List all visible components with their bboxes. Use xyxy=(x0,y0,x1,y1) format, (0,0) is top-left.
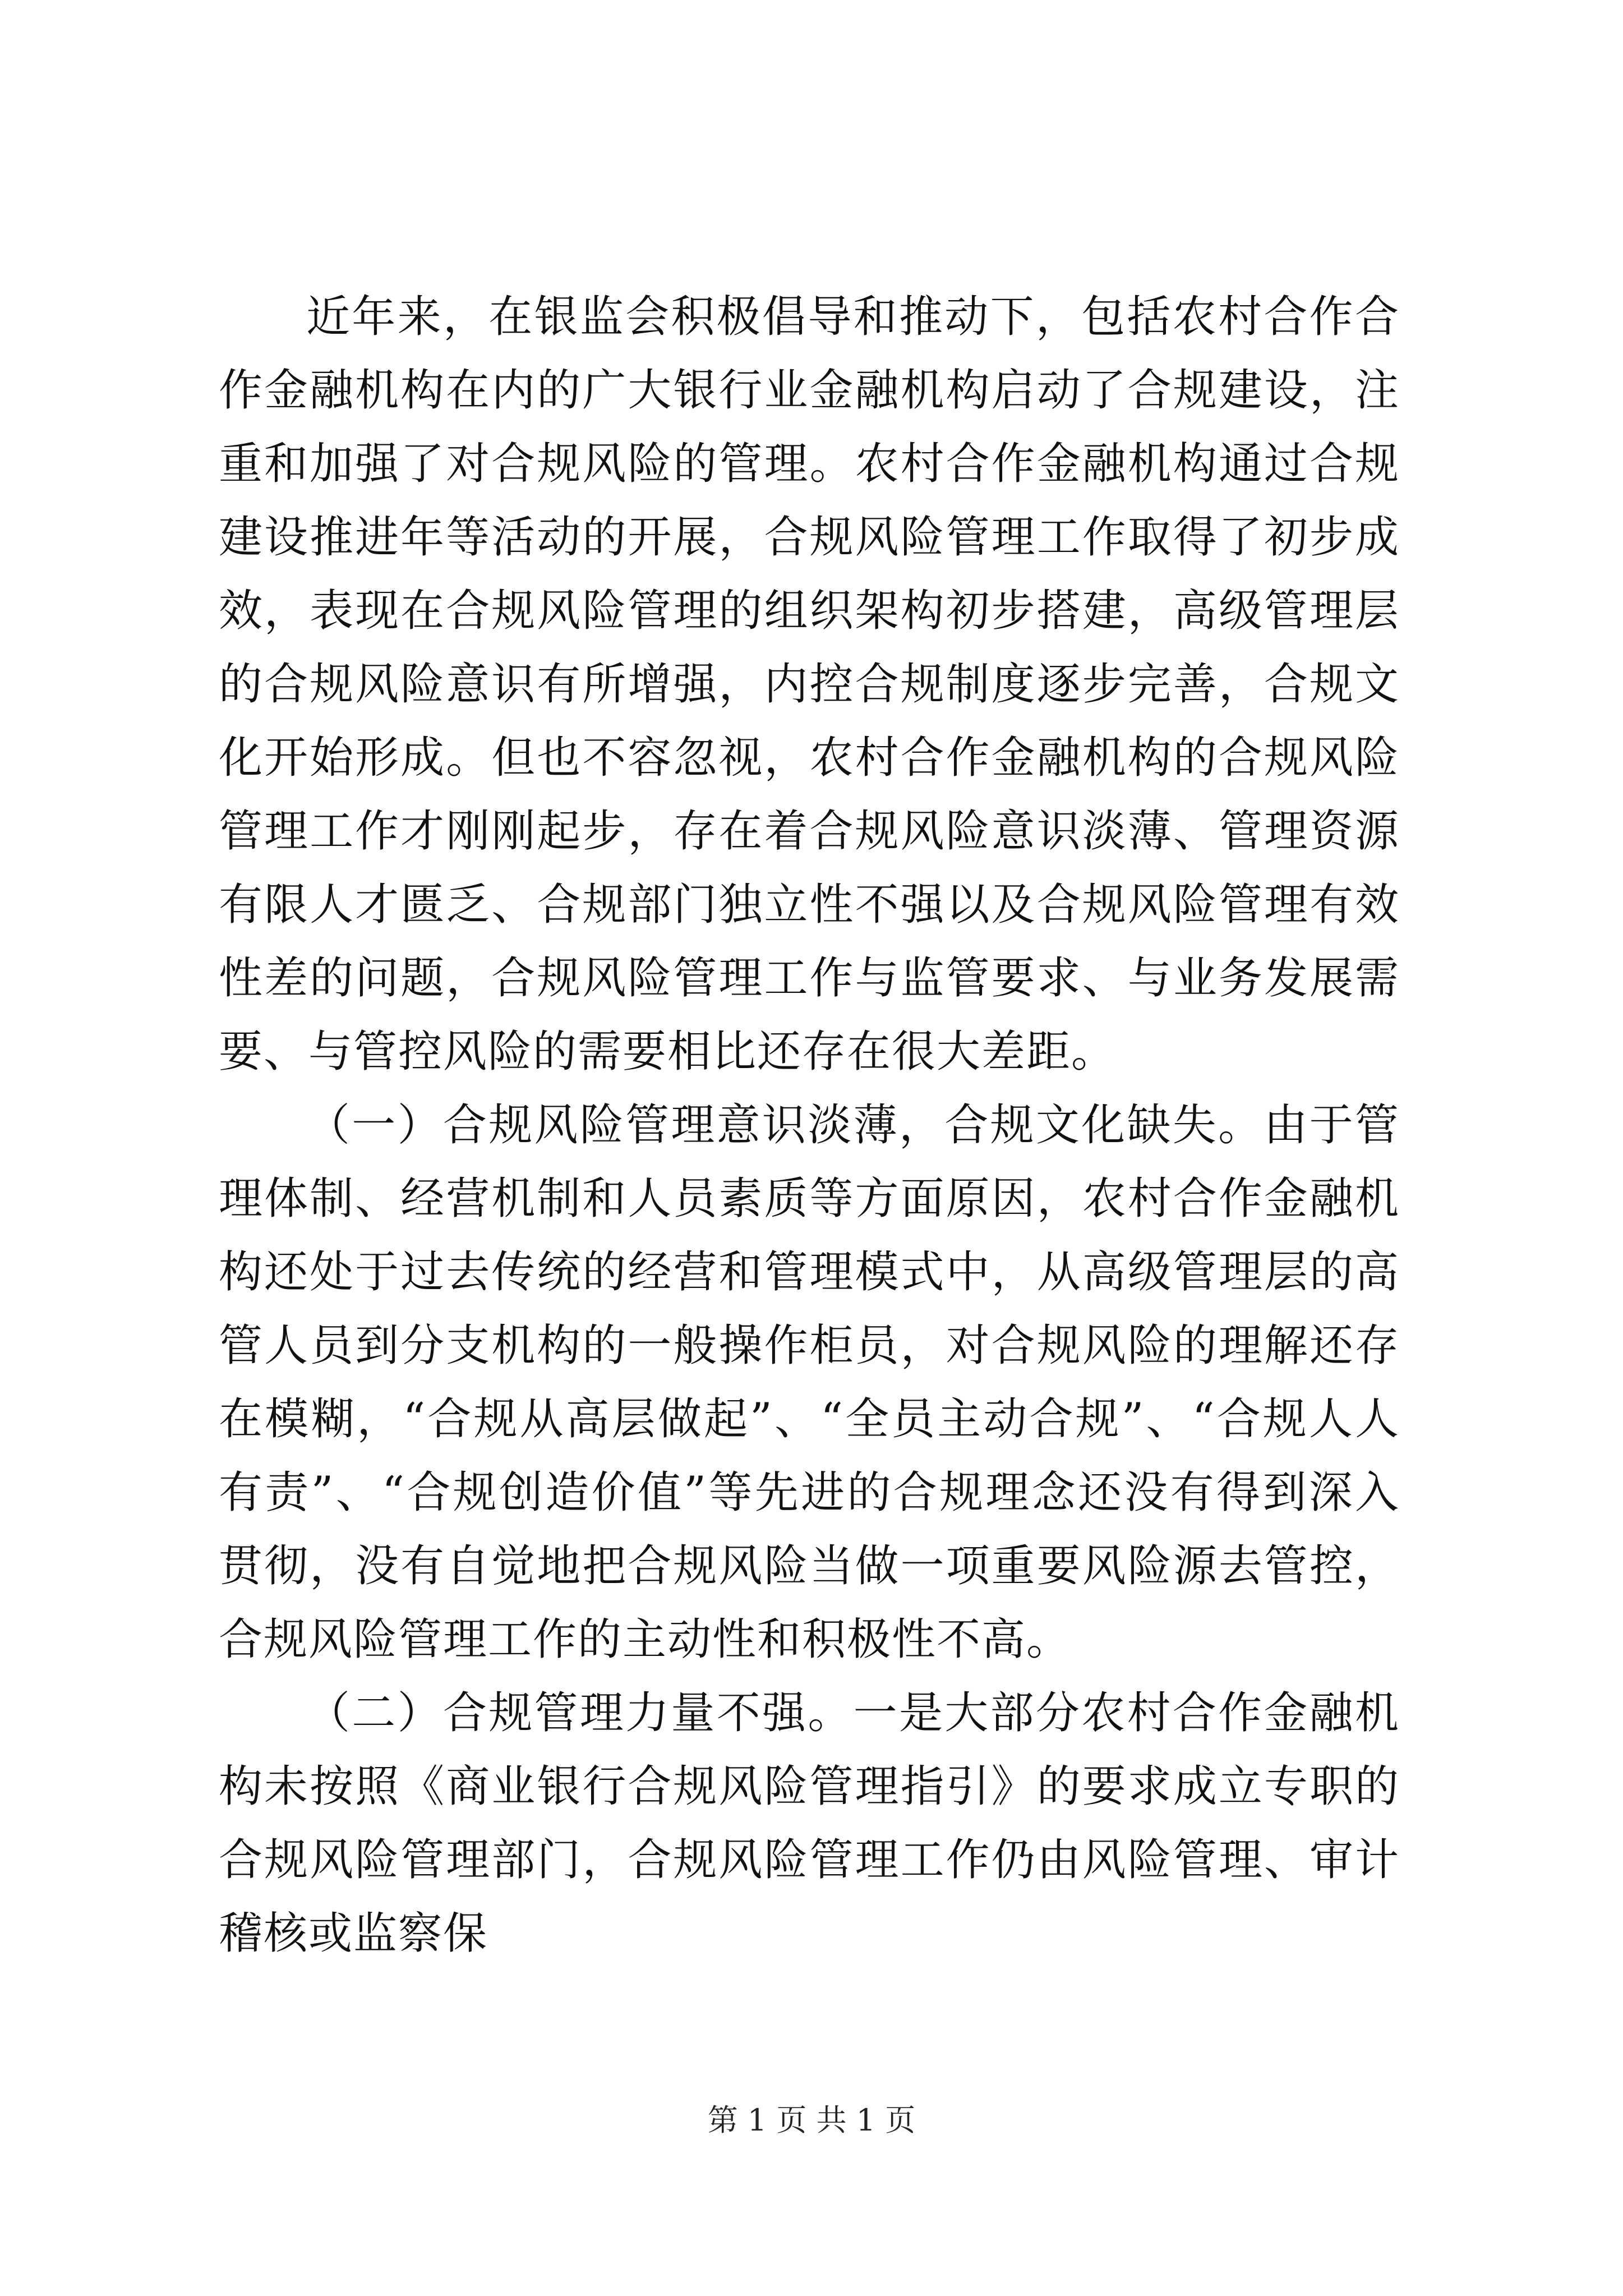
document-body xyxy=(219,280,1400,1971)
paragraph-section-2: （二）合规管理力量不强。一是大部分农村合作金融机构未按照《商业银行合规风险管理指引》的要求成立专职的合规风险管理部门，合规风险管理工作仍由风险管理、审计稽核或监察保 xyxy=(219,1688,1400,1959)
paragraph-intro: 近年来，在银监会积极倡导和推动下，包括农村合作合作金融机构在内的广大银行业金融机构启动了合规建设，注重和加强了对合规风险的管理。农村合作金融机构通过合规建设推进年等活动的开展，合规风险管理工作取得了初步成效，表现在合规风险管理的组织架构初步搭建，高级管理层的合规风险意识有所增强，内控合规制度逐步完善，合规文化开始形成。但也不容忽视，农村合作金融机构的合规风险管理工作才刚刚起步，存在着合规风险意识淡薄、管理资源有限人才匮乏、合规部门独立性不强以及合规风险管理有效性差的问题，合规风险管理工作与监管要求、与业务发展需要、与管控风险的需要相比还存在很大差距。 xyxy=(219,292,1400,1077)
paragraph-section-1: （一）合规风险管理意识淡薄，合规文化缺失。由于管理体制、经营机制和人员素质等方面原因，农村合作金融机构还处于过去传统的经营和管理模式中，从高级管理层的高管人员到分支机构的一般操作柜员，对合规风险的理解还存在模糊，“合规从高层做起”、“全员主动合规”、“合规人人有责”、“合规创造价值”等先进的合规理念还没有得到深入贯彻，没有自觉地把合规风险当做一项重要风险源去管控，合规风险管理工作的主动性和积极性不高。 xyxy=(219,1100,1400,1665)
page-footer: 第 1 页 共 1 页 xyxy=(707,2102,916,2138)
